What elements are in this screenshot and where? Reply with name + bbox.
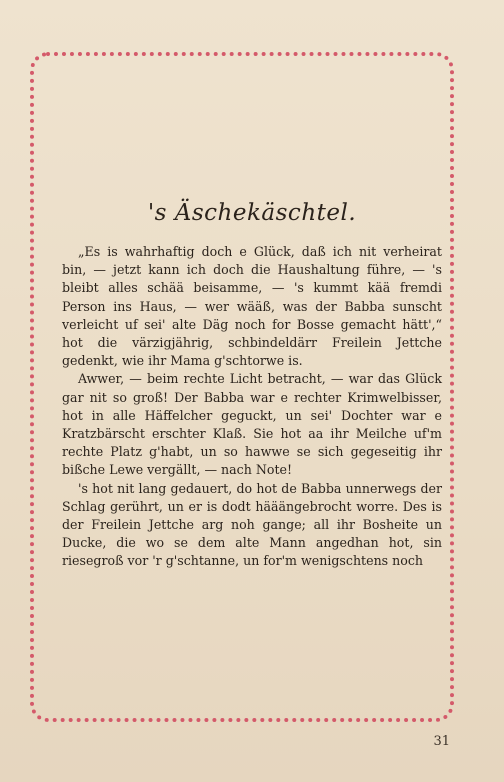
body-text xyxy=(62,243,442,571)
paragraph-3: 's hot nit lang gedauert, do hot de Babba unnerwegs der Schlag gerührt, un er is dodt hääängebrocht worre. Des is der Freilein Jettche arg noh gange; all ihr Bosheite un Ducke, die wo se dem alte Mann angedhan hot, sin riesegroß vor 'r g'schtanne, un for'm wenigschtens noch xyxy=(62,480,442,569)
paragraph-2: Awwer, — beim rechte Licht betracht, — war das Glück gar nit so groß! Der Babba war e rechter Krimwelbisser, hot in alle Häffelcher geguckt, un sei' Dochter war e Kratzbärscht erschter Klaß. Sie hot aa ihr Meilche uf'm rechte Platz g'habt, un so hawwe se sich gegeseitig ihr bißche Lewe vergällt, — nach Note! xyxy=(62,371,442,478)
chapter-title: 's Äschekäschtel. xyxy=(147,200,357,226)
paragraph-1: „Es is wahrhaftig doch e Glück, daß ich nit verheirat bin, — jetzt kann ich doch die Haushaltung führe, — 's bleibt alles schää beisamme, — 's kummt kää fremdi Person ins Haus, — wer wääß, was der Babba sunscht verleicht uf sei' alte Däg noch for Bosse gemacht hätt',“ hot die värzigjährig, schbindeldärr Freilein Jettche gedenkt, wie ihr Mama g'schtorwe is. xyxy=(62,244,442,369)
page-number: 31 xyxy=(433,734,450,749)
